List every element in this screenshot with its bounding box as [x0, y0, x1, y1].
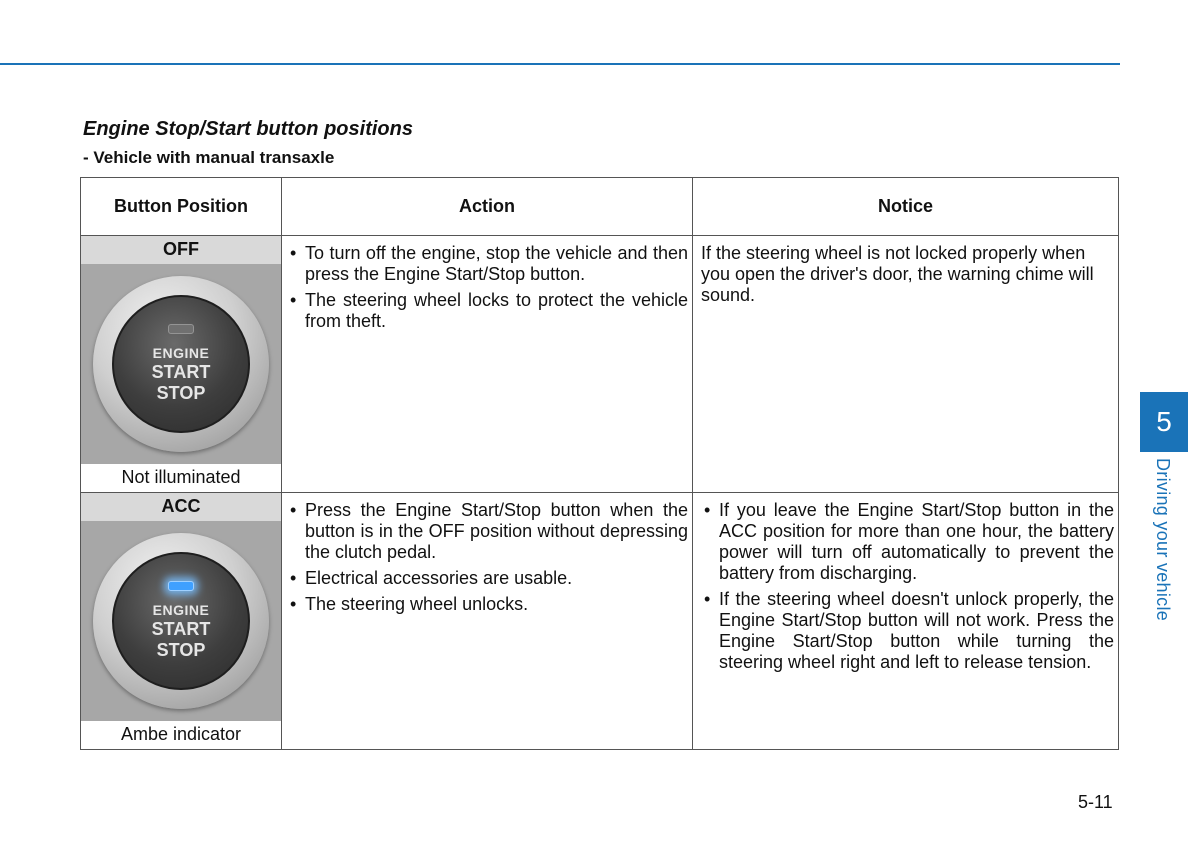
engine-start-stop-button-icon: [93, 533, 269, 709]
action-cell-acc: [282, 493, 693, 750]
section-title: Engine Stop/Start button positions: [83, 118, 413, 140]
position-label-acc: ACC: [81, 493, 281, 521]
position-label-off: OFF: [81, 236, 281, 264]
engine-button-image-acc: [81, 521, 281, 721]
table-row-off: [81, 236, 1119, 493]
button-text-stop: STOP: [156, 640, 206, 660]
button-text-start: START: [151, 619, 211, 639]
indicator-light-acc: [168, 581, 194, 591]
header-button-position: Button Position: [81, 178, 282, 236]
table-row-acc: [81, 493, 1119, 750]
notice-item: • If you leave the Engine Start/Stop button in the ACC position for more than one hour, the battery power will turn off automatically to prevent the battery from discharging.: [701, 500, 1114, 584]
action-item: • The steering wheel locks to protect the vehicle from theft.: [287, 290, 688, 332]
notice-item: • If the steering wheel doesn't unlock properly, the Engine Start/Stop button will not work. Press the Engine Start/Stop button while turning the steering wheel right and left to release tension.: [701, 589, 1114, 673]
section-subtitle: - Vehicle with manual transaxle: [83, 148, 335, 167]
action-item: • Electrical accessories are usable.: [287, 568, 688, 589]
engine-start-stop-button-icon: [93, 276, 269, 452]
notice-cell-off: [693, 236, 1119, 493]
chapter-tab: 5: [1140, 392, 1188, 452]
indicator-caption-acc: Ambe indicator: [120, 724, 242, 744]
action-item: • The steering wheel unlocks.: [287, 594, 688, 615]
header-notice: Notice: [693, 178, 1119, 236]
action-cell-off: [282, 236, 693, 493]
button-text-engine: ENGINE: [152, 345, 210, 361]
position-cell-acc: [81, 493, 282, 750]
button-positions-table: [80, 177, 1119, 750]
header-action: Action: [282, 178, 693, 236]
indicator-caption-off: Not illuminated: [121, 467, 241, 487]
notice-text: If the steering wheel is not locked properly when you open the driver's door, the warning chime will sound.: [701, 243, 1094, 305]
chapter-title: Driving your vehicle: [1153, 458, 1173, 622]
page-number: 5-11: [1078, 792, 1113, 812]
notice-cell-acc: [693, 493, 1119, 750]
action-item: • Press the Engine Start/Stop button when the button is in the OFF position without depressing the clutch pedal.: [287, 500, 688, 563]
button-text-engine: ENGINE: [152, 602, 210, 618]
engine-button-image-off: [81, 264, 281, 464]
table-header-row: [81, 178, 1119, 236]
button-text-start: START: [151, 362, 211, 382]
action-item: • To turn off the engine, stop the vehicle and then press the Engine Start/Stop button.: [287, 243, 688, 285]
indicator-light-off: [168, 324, 194, 334]
position-cell-off: [81, 236, 282, 493]
button-text-stop: STOP: [156, 383, 206, 403]
header-rule: [0, 63, 1120, 65]
